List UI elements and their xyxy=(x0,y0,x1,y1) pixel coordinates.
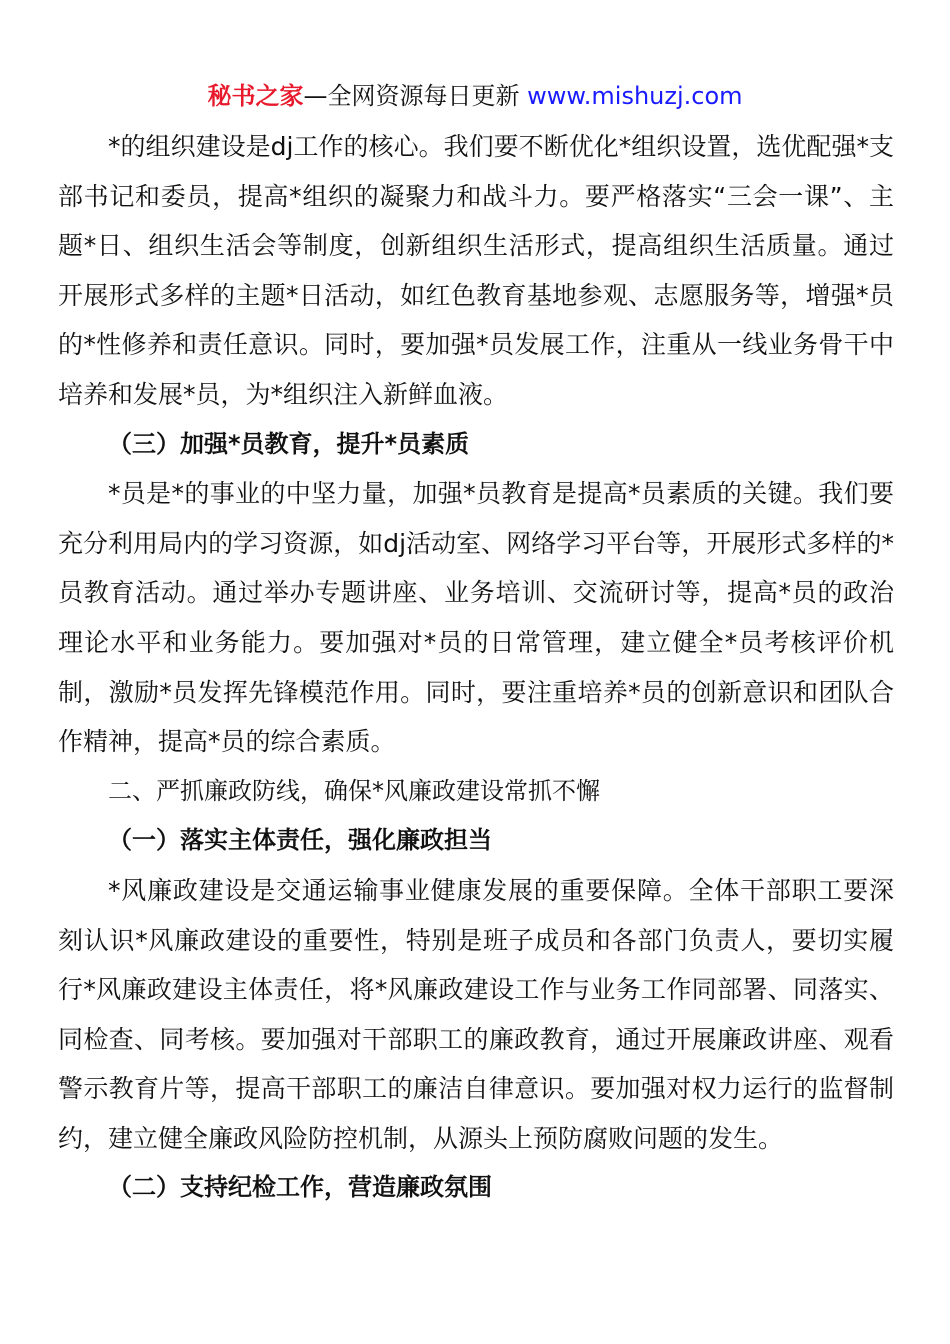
paragraph-education: *员是*的事业的中坚力量，加强*员教育是提高*员素质的关键。我们要充分利用局内的学习资源，如dj活动室、网络学习平台等，开展形式多样的*员教育活动。通过举办专题讲座、业务培训、交流研讨等，提高*员的政治理论水平和业务能力。要加强对*员的日常管理，建立健全*员考核评价机制，激励*员发挥先锋模范作用。同时，要注重培养*员的创新意识和团队合作精神，提高*员的综合素质。 xyxy=(58,479,894,757)
section-heading-integrity: 二、严抓廉政防线，确保*风廉政建设常抓不懈 xyxy=(108,776,600,805)
subheading-discipline: （二）支持纪检工作，营造廉政氛围 xyxy=(108,1173,492,1202)
subheading-responsibility: （一）落实主体责任，强化廉政担当 xyxy=(108,826,492,855)
paragraph-responsibility: *风廉政建设是交通运输事业健康发展的重要保障。全体干部职工要深刻认识*风廉政建设的重要性，特别是班子成员和各部门负责人，要切实履行*风廉政建设主体责任，将*风廉政建设工作与业务工作同部署、同落实、同检查、同考核。要加强对干部职工的廉政教育，通过开展廉政讲座、观看警示教育片等，提高干部职工的廉洁自律意识。要加强对权力运行的监督制约，建立健全廉政风险防控机制，从源头上预防腐败问题的发生。 xyxy=(58,875,894,1153)
header-url[interactable]: www.mishuzj.com xyxy=(527,82,743,110)
brand-name: 秘书之家 xyxy=(207,82,304,110)
subheading-education: （三）加强*员教育，提升*员素质 xyxy=(108,429,470,458)
page-header xyxy=(0,80,950,112)
paragraph-organization: *的组织建设是dj工作的核心。我们要不断优化*组织设置，选优配强*支部书记和委员，提高*组织的凝聚力和战斗力。要严格落实“三会一课”、主题*日、组织生活会等制度，创新组织生活形式，提高组织生活质量。通过开展形式多样的主题*日活动，如红色教育基地参观、志愿服务等，增强*员的*性修养和责任意识。同时，要加强*员发展工作，注重从一线业务骨干中培养和发展*员，为*组织注入新鲜血液。 xyxy=(58,132,894,409)
document-body xyxy=(58,122,894,1213)
header-slogan: —全网资源每日更新 xyxy=(303,82,528,110)
